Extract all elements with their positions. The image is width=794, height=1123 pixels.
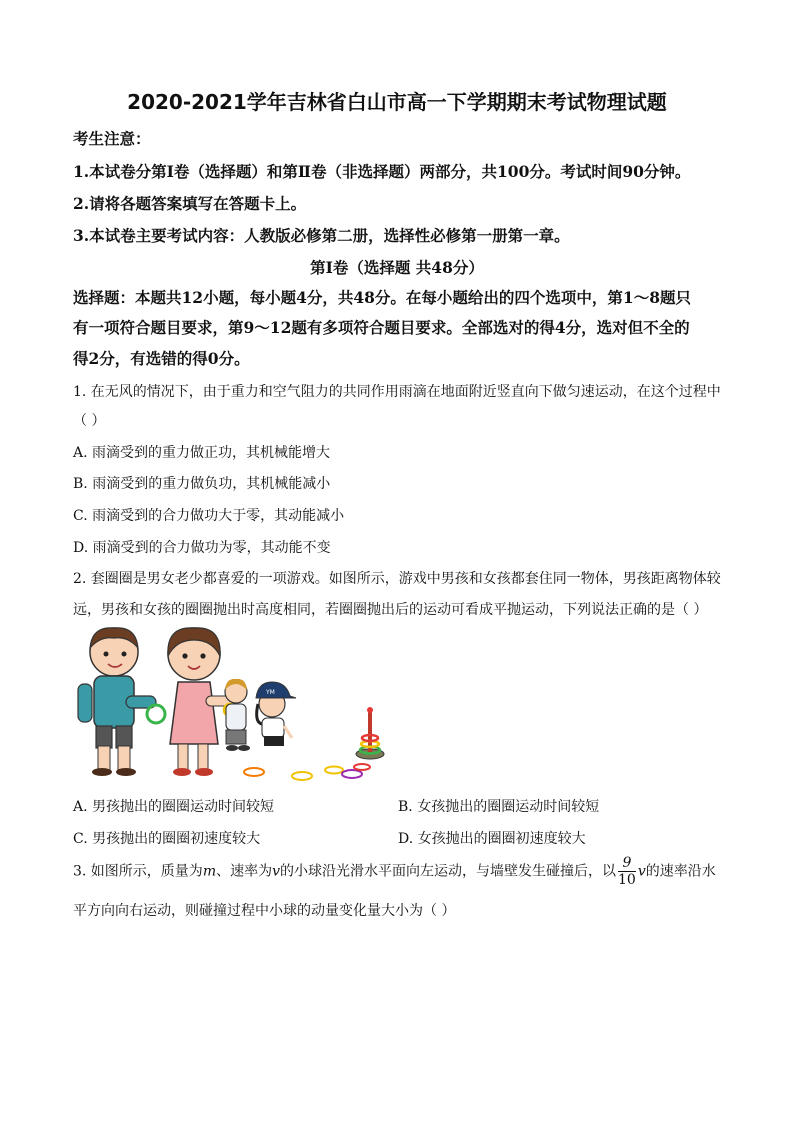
q3-frac-num: 9	[618, 856, 636, 872]
cap-text: YM	[266, 689, 275, 696]
q1-stem-line-1: 1. 在无风的情况下，由于重力和空气阻力的共同作用雨滴在地面附近竖直向下做匀速运动，在这个过程中	[73, 384, 721, 400]
q2-option-b[interactable]: B. 女孩抛出的圈圈运动时间较短	[398, 799, 600, 815]
target-post	[356, 707, 384, 759]
ring-toss-illustration	[72, 626, 394, 784]
q1-option-c[interactable]: C. 雨滴受到的合力做功大于零，其动能减小	[73, 508, 345, 524]
instructions-line-1: 选择题：本题共12小题，每小题4分，共48分。在每小题给出的四个选项中，第1～8题只	[73, 288, 691, 307]
notice-item-3: 3.本试卷主要考试内容：人教版必修第二册，选择性必修第一册第一章。	[73, 226, 570, 245]
q3-text-2: 、速率为	[216, 863, 273, 880]
q1-option-b[interactable]: B. 雨滴受到的重力做负功，其机械能减小	[73, 476, 331, 492]
q1-option-a[interactable]: A. 雨滴受到的重力做正功，其机械能增大	[73, 445, 331, 461]
q3-frac-den: 10	[618, 872, 636, 888]
ground-rings	[244, 764, 370, 780]
q3-stem-line-1	[73, 856, 716, 887]
boy-figure	[78, 628, 165, 776]
notice-item-2: 2.请将各题答案填写在答题卡上。	[73, 194, 307, 213]
notice-heading: 考生注意：	[73, 129, 151, 148]
cap-girl-figure	[256, 682, 296, 746]
girl-figure	[168, 628, 236, 776]
q3-text-3: 的小球沿光滑水平面向左运动，与墙壁发生碰撞后，以	[280, 863, 617, 880]
q2-option-d[interactable]: D. 女孩抛出的圈圈初速度较大	[398, 831, 586, 847]
q3-text-4: 的速率沿水	[645, 863, 716, 880]
q1-stem-line-2: （ ）	[73, 413, 106, 429]
page-title: 2020-2021学年吉林省白山市高一下学期期末考试物理试题	[127, 90, 667, 114]
q3-var-v2: v	[637, 863, 646, 880]
q2-stem-line-2: 远，男孩和女孩的圈圈抛出时高度相同，若圈圈抛出后的运动可看成平抛运动，下列说法正确的是（ ）	[73, 602, 708, 618]
q1-option-d[interactable]: D. 雨滴受到的合力做功为零，其动能不变	[73, 540, 331, 556]
q2-stem-line-1: 2. 套圈圈是男女老少都喜爱的一项游戏。如图所示，游戏中男孩和女孩都套住同一物体，男孩距离物体较	[73, 571, 721, 587]
q3-var-m: m	[202, 863, 217, 880]
instructions-line-2: 有一项符合题目要求，第9～12题有多项符合题目要求。全部选对的得4分，选对但不全的	[73, 318, 690, 337]
q3-fraction	[618, 856, 636, 887]
q2-option-c[interactable]: C. 男孩抛出的圈圈初速度较大	[73, 831, 261, 847]
instructions-line-3: 得2分，有选错的得0分。	[73, 349, 250, 368]
q3-stem-line-2: 平方向向右运动，则碰撞过程中小球的动量变化量大小为（ ）	[73, 903, 456, 919]
notice-item-1: 1.本试卷分第Ⅰ卷（选择题）和第Ⅱ卷（非选择题）两部分，共100分。考试时间90分钟。	[73, 162, 691, 181]
q2-option-a[interactable]: A. 男孩抛出的圈圈运动时间较短	[73, 799, 275, 815]
section-heading: 第Ⅰ卷（选择题 共48分）	[310, 258, 484, 277]
small-boy-figure	[225, 679, 250, 751]
q3-var-v: v	[272, 863, 281, 880]
q3-text-1: 3. 如图所示，质量为	[73, 863, 203, 880]
